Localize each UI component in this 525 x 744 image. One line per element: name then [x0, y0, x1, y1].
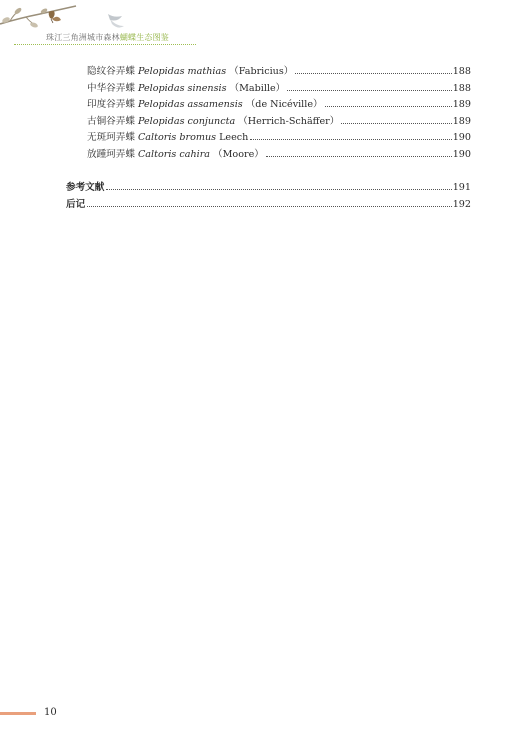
section-title: 参考文献 — [66, 182, 105, 193]
species-author: Leech — [219, 132, 249, 143]
page-number: 189 — [452, 116, 471, 127]
page-number: 188 — [452, 83, 471, 94]
toc-entry[interactable] — [87, 83, 471, 95]
species-author: （de Nicéville） — [245, 99, 323, 110]
toc-entry[interactable] — [87, 132, 471, 144]
dot-leader — [295, 73, 451, 74]
dot-leader — [106, 189, 451, 190]
toc-entry[interactable] — [87, 116, 471, 128]
header-title-plain: 珠江三角洲城市森林 — [46, 33, 120, 42]
species-latin-name: Pelopidas conjuncta — [137, 116, 236, 127]
page-number: 192 — [452, 199, 471, 210]
species-latin-name: Pelopidas mathias — [137, 66, 227, 77]
species-latin-name: Caltoris cahira — [137, 149, 211, 160]
dot-leader — [250, 139, 451, 140]
page-number: 189 — [452, 99, 471, 110]
toc-entry[interactable] — [87, 149, 471, 161]
species-chinese-name: 放踵珂弄蝶 — [87, 149, 135, 160]
toc-section-references[interactable] — [66, 182, 471, 194]
species-chinese-name: 古铜谷弄蝶 — [87, 116, 135, 127]
header-dotted-rule — [14, 44, 196, 45]
toc-entry[interactable] — [87, 66, 471, 78]
dot-leader — [266, 156, 452, 157]
species-chinese-name: 中华谷弄蝶 — [87, 83, 135, 94]
page-header — [0, 0, 525, 60]
species-latin-name: Pelopidas assamensis — [137, 99, 243, 110]
header-title-accent: 蝴蝶生态图鉴 — [119, 33, 170, 42]
species-chinese-name: 无斑珂弄蝶 — [87, 132, 135, 143]
footer-accent-bar — [0, 712, 36, 715]
page-number: 190 — [452, 132, 471, 143]
species-chinese-name: 印度谷弄蝶 — [87, 99, 135, 110]
butterfly-icon — [49, 11, 61, 23]
dot-leader — [325, 106, 452, 107]
toc-section-afterword[interactable] — [66, 199, 471, 211]
species-chinese-name: 隐纹谷弄蝶 — [87, 66, 135, 77]
species-author: （Mabille） — [229, 83, 286, 94]
page-number: 191 — [452, 182, 471, 193]
species-latin-name: Caltoris bromus — [137, 132, 217, 143]
species-author: （Herrich-Schäffer） — [238, 116, 340, 127]
section-title: 后记 — [66, 199, 86, 210]
page-number: 190 — [452, 149, 471, 160]
species-latin-name: Pelopidas sinensis — [137, 83, 227, 94]
dot-leader — [87, 206, 452, 207]
toc-entry[interactable] — [87, 99, 471, 111]
species-author: （Fabricius） — [229, 66, 294, 77]
footer-page-number: 10 — [44, 707, 57, 718]
dot-leader — [287, 90, 451, 91]
species-author: （Moore） — [213, 149, 264, 160]
header-book-title — [46, 32, 169, 43]
page-number: 188 — [452, 66, 471, 77]
dot-leader — [341, 123, 451, 124]
